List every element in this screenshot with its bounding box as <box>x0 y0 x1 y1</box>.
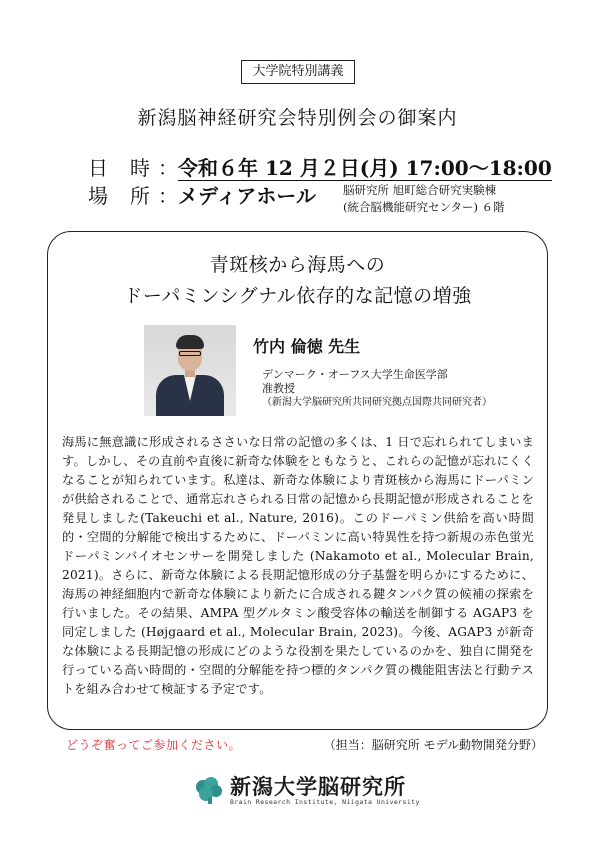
logo-name: 新潟大学脳研究所 <box>230 775 406 799</box>
speaker-note: （新潟大学脳研究所共同研究拠点国際共同研究者） <box>262 397 492 408</box>
speaker-photo <box>144 325 236 416</box>
speaker-info <box>262 368 492 410</box>
abstract-text: 海馬に無意識に形成されるささいな日常の記憶の多くは、1 日で忘れられてしまいます。しかし、その直前や直後に新奇な体験をともなうと、これらの記憶が忘れにくくなることが知られています。私達は、新奇な体験により青斑核から海馬にドーパミンが供給されることで、通常忘れさられる日常の記憶から長期記憶が形成されることを発見しました(Takeuchi et al., Nature, 2016)。このドーパミン供給を高い時間的・空間的分解能で検出するために、ドーパミンに高い特異性を持つ新規の赤色蛍光ドーパミンバイオセンサーを開発しました (Nakamoto et al., Molecular Brain, 2021)。さらに、新奇な体験による長期記憶形成の分子基盤を明らかにするために、海馬の神経細胞内で新奇な体験により新たに合成される鍵タンパク質の候補の探索を行いました。その結果、AMPA 型グルタミン酸受容体の輸送を制御する AGAP3 を同定しました (Højgaard et al., Molecular Brain, 2023)。今後、AGAP3 が新奇な体験による長期記憶の形成にどのような役割を果たしているのかを、独自に開発を行っている高い時間的・空間的分解能を持つ標的タンパク質の機能阻害法と行動テストを組み合わせて検証する予定です。 <box>62 435 534 696</box>
date-colon: ： <box>158 156 178 180</box>
venue-value: メディアホール <box>178 184 316 208</box>
date-row <box>88 152 552 181</box>
speaker-name: 竹内 倫徳 先生 <box>253 337 361 356</box>
date-value: 令和６年 12 月２日(月) 17:00〜18:00 <box>178 156 552 180</box>
date-label: 日 時 <box>88 156 150 180</box>
speaker-affiliation: デンマーク・オーフス大学生命医学部 <box>262 368 448 381</box>
contact-info: （担当：脳研究所 モデル動物開発分野） <box>323 738 543 752</box>
venue-note: 脳研究所 旭町総合研究実験棟 (統合脳機能研究センター) ６階 <box>343 183 505 214</box>
speaker-position: 准教授 <box>262 382 295 395</box>
venue-label: 場 所 <box>88 184 150 208</box>
talk-title: 青斑核から海馬への ドーパミンシグナル依存的な記憶の増強 <box>123 254 472 307</box>
institute-logo <box>194 771 420 811</box>
page-title: 新潟脳神経研究会特別例会の御案内 <box>137 107 458 129</box>
venue-row <box>88 180 316 209</box>
logo-subtitle: Brain Research Institute, Niigata University <box>230 798 420 806</box>
call-to-action: どうぞ奮ってご参加ください。 <box>66 738 242 752</box>
venue-colon: ： <box>158 184 178 208</box>
brain-icon <box>194 775 224 805</box>
lecture-tag: 大学院特別講義 <box>241 60 355 84</box>
